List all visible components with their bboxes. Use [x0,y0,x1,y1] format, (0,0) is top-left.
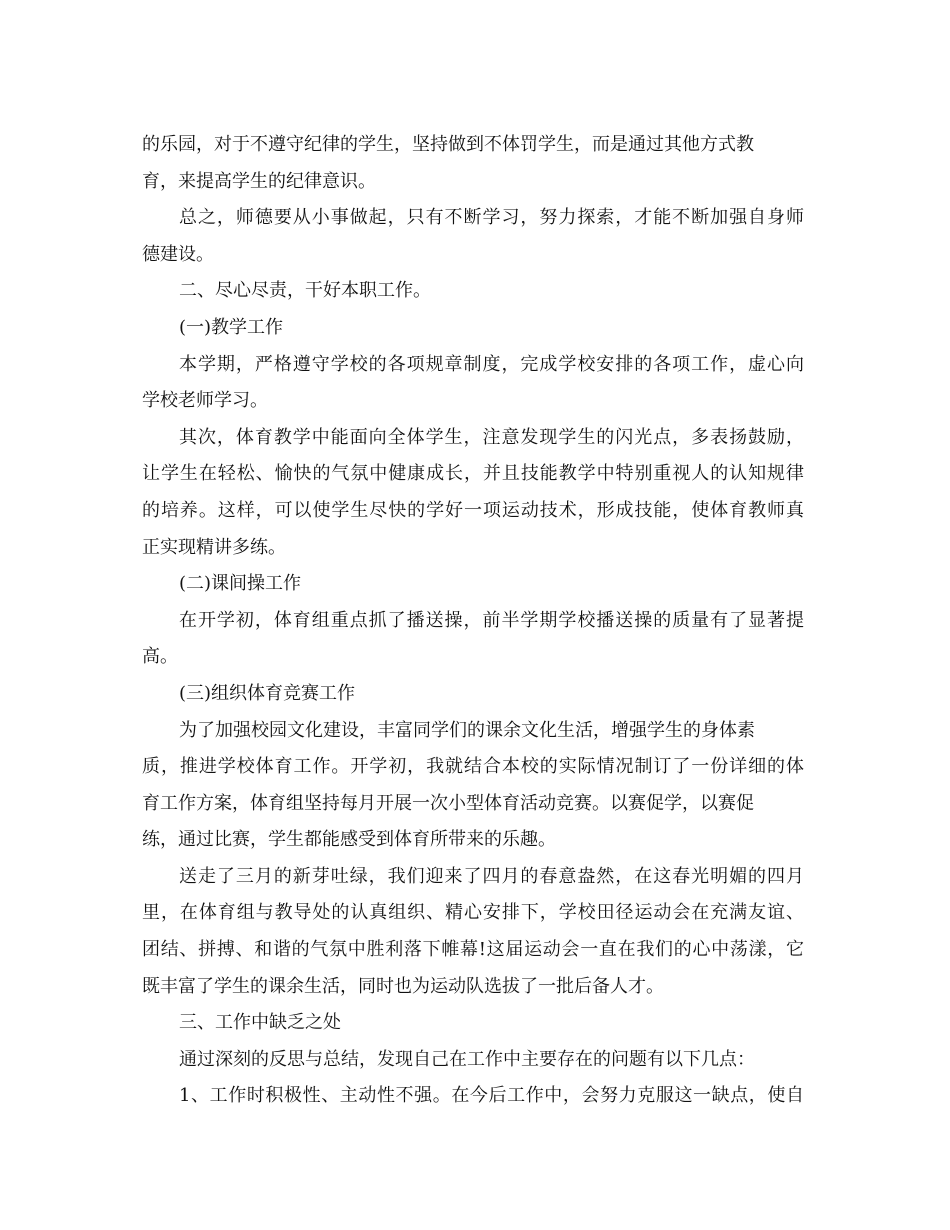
text-line: 总之，师德要从小事做起，只有不断学习，努力探索，才能不断加强自身师 [179,207,804,229]
text-line: 练，通过比赛，学生都能感受到体育所带来的乐趣。 [142,829,556,851]
text-line: 1、工作时积极性、主动性不强。在今后工作中，会努力克服这一缺点，使自 [179,1085,804,1107]
text-line: 二、尽心尽责，干好本职工作。 [179,280,431,302]
text-line: 高。 [142,646,178,668]
document-body [142,127,804,1115]
text-line: 育，来提高学生的纪律意识。 [142,170,376,192]
text-line: 三、工作中缺乏之处 [179,1012,341,1034]
text-line: 为了加强校园文化建设，丰富同学们的课余文化生活，增强学生的身体素 [179,719,755,741]
text-line: 本学期，严格遵守学校的各项规章制度，完成学校安排的各项工作，虚心向 [179,353,804,375]
text-line: (二)课间操工作 [179,573,302,595]
text-line: 团结、拼搏、和谐的气氛中胜利落下帷幕!这届运动会一直在我们的心中荡漾，它 [142,939,804,961]
text-line: 德建设。 [142,243,214,265]
text-line: 质，推进学校体育工作。开学初，我就结合本校的实际情况制订了一份详细的体 [142,756,804,778]
text-line: 育工作方案，体育组坚持每月开展一次小型体育活动竞赛。以赛促学，以赛促 [142,792,754,814]
text-line: 既丰富了学生的课余生活，同时也为运动队选拔了一批后备人才。 [142,975,664,997]
text-line: 通过深刻的反思与总结，发现自己在工作中主要存在的问题有以下几点： [179,1048,755,1070]
text-line: 的乐园，对于不遵守纪律的学生，坚持做到不体罚学生，而是通过其他方式教 [142,134,754,155]
text-line: 其次，体育教学中能面向全体学生，注意发现学生的闪光点，多表扬鼓励， [179,426,804,448]
text-line: 学校老师学习。 [142,390,268,412]
text-line: (三)组织体育竞赛工作 [179,682,356,704]
text-line: 在开学初，体育组重点抓了播送操，前半学期学校播送操的质量有了显著提 [179,609,804,631]
text-line: 正实现精讲多练。 [142,536,286,558]
text-line: (一)教学工作 [179,316,284,338]
text-line: 送走了三月的新芽吐绿，我们迎来了四月的春意盎然，在这春光明媚的四月 [179,865,804,887]
text-line: 里，在体育组与教导处的认真组织、精心安排下，学校田径运动会在充满友谊、 [142,902,804,924]
text-line: 的培养。这样，可以使学生尽快的学好一项运动技术，形成技能，使体育教师真 [142,499,804,521]
text-line: 让学生在轻松、愉快的气氛中健康成长，并且技能教学中特别重视人的认知规律 [142,463,804,485]
